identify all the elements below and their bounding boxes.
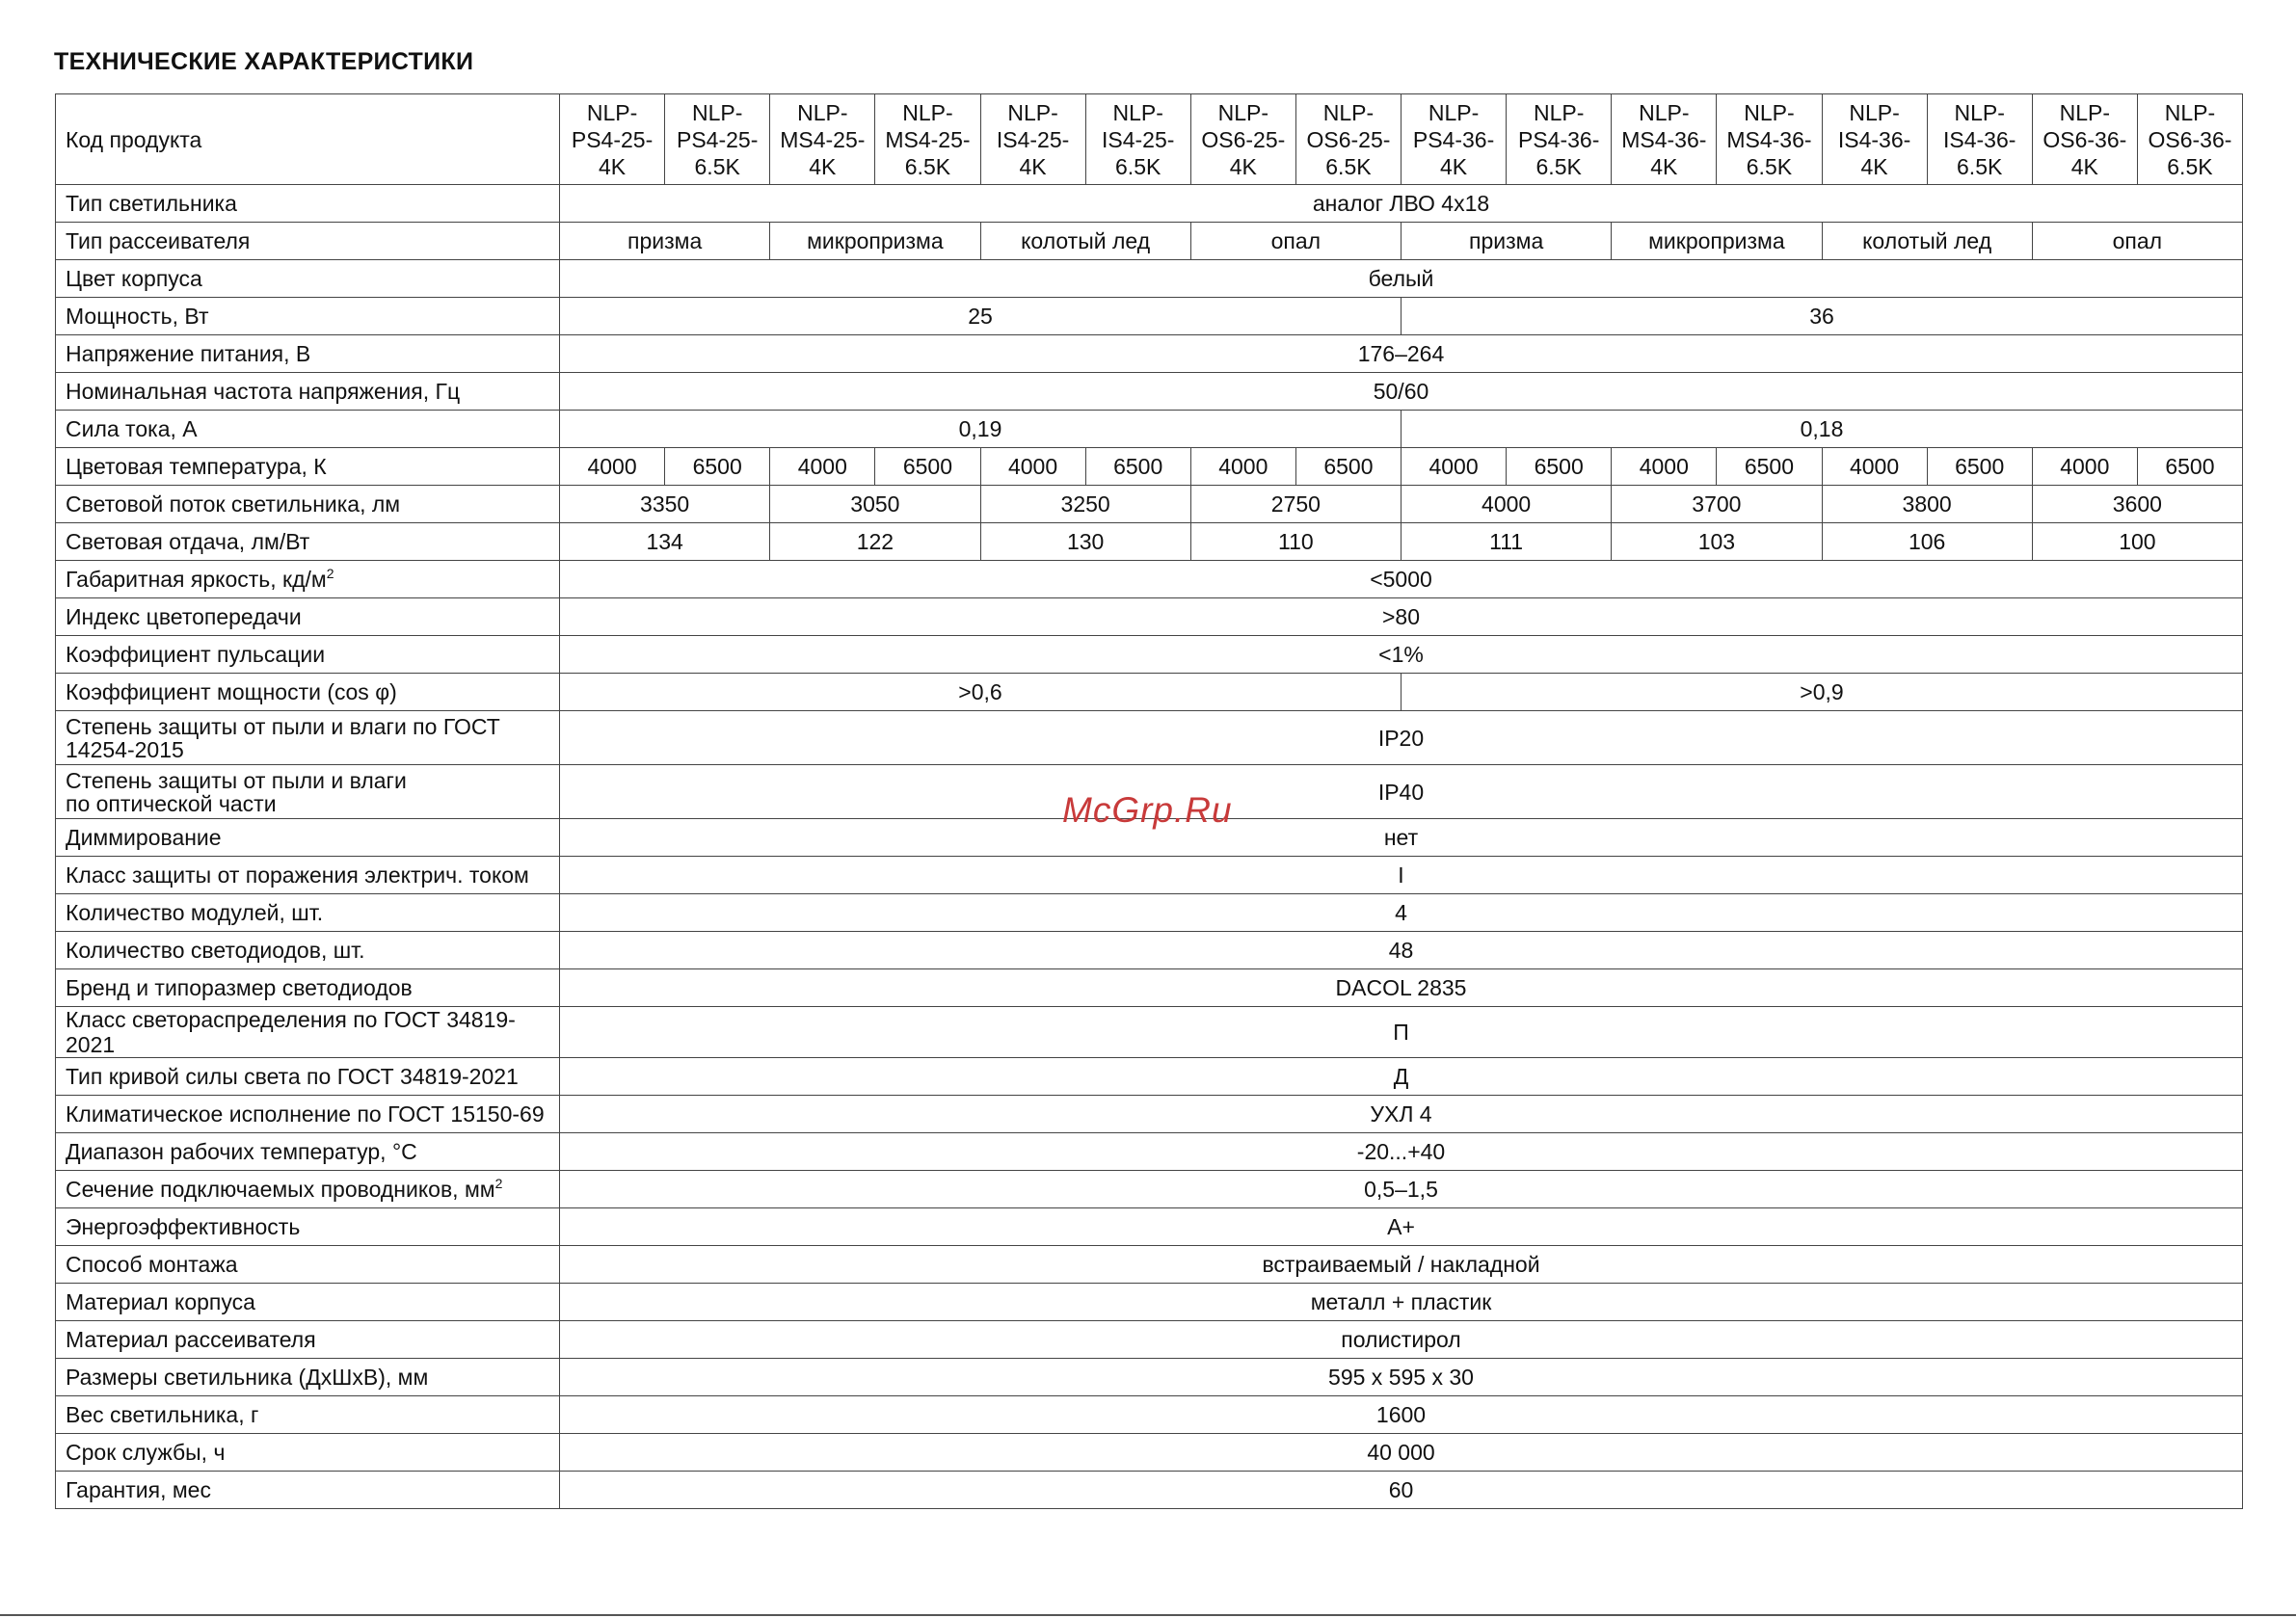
value-cell: 6500: [665, 448, 770, 486]
value-cell: 110: [1190, 523, 1401, 561]
row-label: [56, 561, 560, 598]
value-cell: 0,18: [1402, 411, 2243, 448]
product-code-line: NLP-: [1217, 99, 1269, 125]
table-row: [56, 1208, 2243, 1246]
value-cell: 36: [1402, 298, 2243, 335]
value-cell: >0,9: [1402, 674, 2243, 711]
product-code-line: PS4-36-: [1412, 126, 1495, 152]
product-code-line: 6.5K: [1325, 153, 1372, 179]
row-label: [56, 486, 560, 523]
table-row: [56, 1096, 2243, 1133]
row-label: [56, 373, 560, 411]
product-code-line: 6.5K: [1746, 153, 1793, 179]
value-cell: 0,5–1,5: [560, 1171, 2243, 1208]
product-code-label: Код продукта: [56, 94, 560, 185]
product-code-line: NLP-: [586, 99, 638, 125]
row-label-text: Способ монтажа: [66, 1252, 238, 1277]
value-cell: Д: [560, 1058, 2243, 1096]
row-label-text: Гарантия, мес: [66, 1477, 211, 1502]
value-cell: УХЛ 4: [560, 1096, 2243, 1133]
row-label-text: Габаритная яркость, кд/м: [66, 567, 327, 592]
value-cell: 6500: [2137, 448, 2242, 486]
table-row: [56, 373, 2243, 411]
value-cell: 122: [770, 523, 980, 561]
row-label-text: Материал корпуса: [66, 1289, 255, 1314]
table-row: [56, 857, 2243, 894]
table-row: [56, 1359, 2243, 1396]
table-row: [56, 223, 2243, 260]
value-cell: 106: [1822, 523, 2032, 561]
product-code-line: 6.5K: [694, 153, 740, 179]
value-cell: призма: [1402, 223, 1612, 260]
value-cell: микропризма: [770, 223, 980, 260]
product-code-line: IS4-36-: [1942, 126, 2016, 152]
product-code-line: 6.5K: [2167, 153, 2213, 179]
value-cell: <1%: [560, 636, 2243, 674]
row-label: [56, 819, 560, 857]
value-cell: 111: [1402, 523, 1612, 561]
row-label-text: Световая отдача, лм/Вт: [66, 529, 310, 554]
product-code-line: NLP-: [691, 99, 743, 125]
row-label: [56, 1171, 560, 1208]
product-code-line: NLP-: [1112, 99, 1163, 125]
table-row: [56, 1321, 2243, 1359]
row-label: [56, 1434, 560, 1472]
row-label-text: Класс светораспределения по ГОСТ 34819-2021: [66, 1007, 516, 1057]
row-label: [56, 448, 560, 486]
value-cell: DACOL 2835: [560, 969, 2243, 1007]
product-code-line: IS4-25-: [1101, 126, 1175, 152]
value-cell: 6500: [1927, 448, 2032, 486]
row-label: [56, 932, 560, 969]
value-cell: 6500: [1507, 448, 1612, 486]
row-label: [56, 674, 560, 711]
value-cell: 4000: [2032, 448, 2137, 486]
product-code-line: 4K: [1439, 153, 1468, 179]
table-row: [56, 185, 2243, 223]
value-cell: 3700: [1612, 486, 1822, 523]
product-code-cell: [2032, 94, 2137, 185]
value-cell: 4000: [1190, 448, 1295, 486]
row-label: [56, 1246, 560, 1284]
product-code-line: NLP-: [1954, 99, 2005, 125]
row-label-text-line2: 14254-2015: [66, 736, 184, 762]
row-label-text: Тип светильника: [66, 191, 237, 216]
table-row: [56, 969, 2243, 1007]
product-code-line: 4K: [598, 153, 627, 179]
row-label: [56, 1321, 560, 1359]
table-row: [56, 448, 2243, 486]
row-label-text: Тип рассеивателя: [66, 228, 251, 253]
value-cell: 0,19: [560, 411, 1402, 448]
product-code-cell: [875, 94, 980, 185]
value-cell: 2750: [1190, 486, 1401, 523]
product-code-line: 4K: [1650, 153, 1678, 179]
product-code-line: NLP-: [2059, 99, 2111, 125]
table-row: [56, 335, 2243, 373]
table-row: [56, 636, 2243, 674]
product-code-cell: [2137, 94, 2242, 185]
row-label-text: Напряжение питания, В: [66, 341, 311, 366]
value-cell: 6500: [1295, 448, 1401, 486]
row-label: [56, 857, 560, 894]
product-code-line: MS4-36-: [1621, 126, 1707, 152]
table-row: [56, 1246, 2243, 1284]
product-code-cell: [1402, 94, 1507, 185]
product-code-line: PS4-25-: [677, 126, 759, 152]
value-cell: >80: [560, 598, 2243, 636]
value-cell: 103: [1612, 523, 1822, 561]
row-label: [56, 298, 560, 335]
row-label-text: Мощность, Вт: [66, 304, 209, 329]
value-cell: 6500: [875, 448, 980, 486]
value-cell: П: [560, 1007, 2243, 1058]
product-code-line: IS4-25-: [996, 126, 1070, 152]
product-code-cell: [1085, 94, 1190, 185]
row-label: [56, 411, 560, 448]
row-label-text: Материал рассеивателя: [66, 1327, 316, 1352]
value-cell: IP40: [560, 765, 2243, 819]
value-cell: нет: [560, 819, 2243, 857]
table-row: [56, 711, 2243, 765]
row-label: [56, 598, 560, 636]
product-code-cell: [1612, 94, 1717, 185]
value-cell: 1600: [560, 1396, 2243, 1434]
table-row: [56, 1133, 2243, 1171]
row-label-text: Коэффициент мощности (cos φ): [66, 679, 397, 704]
product-code-line: MS4-36-: [1726, 126, 1812, 152]
value-cell: 176–264: [560, 335, 2243, 373]
value-cell: 130: [980, 523, 1190, 561]
product-code-line: PS4-25-: [571, 126, 654, 152]
row-label-text: Степень защиты от пыли и влаги: [66, 767, 407, 793]
product-code-line: MS4-25-: [885, 126, 971, 152]
product-code-cell: [980, 94, 1085, 185]
product-code-line: MS4-25-: [780, 126, 866, 152]
product-code-line: NLP-: [1007, 99, 1058, 125]
value-cell: аналог ЛВО 4х18: [560, 185, 2243, 223]
product-code-cell: [1717, 94, 1822, 185]
value-cell: 134: [560, 523, 770, 561]
product-code-line: 6.5K: [1535, 153, 1582, 179]
value-cell: 4000: [1402, 486, 1612, 523]
product-code-cell: [1295, 94, 1401, 185]
value-cell: 3250: [980, 486, 1190, 523]
value-cell: >0,6: [560, 674, 1402, 711]
table-row: [56, 523, 2243, 561]
value-cell: опал: [1190, 223, 1401, 260]
table-row: [56, 894, 2243, 932]
table-row: [56, 298, 2243, 335]
row-label: [56, 1359, 560, 1396]
value-cell: 3350: [560, 486, 770, 523]
product-code-line: PS4-36-: [1518, 126, 1600, 152]
row-label: [56, 1396, 560, 1434]
product-code-line: OS6-25-: [1306, 126, 1391, 152]
row-label-text: Диапазон рабочих температур, °С: [66, 1139, 417, 1164]
table-row: [56, 411, 2243, 448]
value-cell: IP20: [560, 711, 2243, 765]
value-cell: 48: [560, 932, 2243, 969]
row-label: [56, 335, 560, 373]
table-row: [56, 1284, 2243, 1321]
product-code-line: 4K: [1019, 153, 1047, 179]
row-label-text: Цветовая температура, К: [66, 454, 327, 479]
row-label: [56, 1096, 560, 1133]
bottom-rule: [0, 1614, 2296, 1616]
value-cell: 60: [560, 1472, 2243, 1509]
row-label-text: Индекс цветопередачи: [66, 604, 302, 629]
row-label-text-line2: по оптической части: [66, 790, 277, 816]
product-code-line: NLP-: [1428, 99, 1480, 125]
table-row: [56, 932, 2243, 969]
row-label: [56, 1472, 560, 1509]
row-label-text: Номинальная частота напряжения, Гц: [66, 379, 461, 404]
value-cell: призма: [560, 223, 770, 260]
row-label-text: Климатическое исполнение по ГОСТ 15150-69: [66, 1101, 545, 1127]
row-label: [56, 260, 560, 298]
value-cell: 3800: [1822, 486, 2032, 523]
row-label-text: Срок службы, ч: [66, 1440, 226, 1465]
page-title: ТЕХНИЧЕСКИЕ ХАРАКТЕРИСТИКИ: [54, 48, 474, 75]
product-code-line: NLP-: [902, 99, 953, 125]
row-label-text: Размеры светильника (ДхШхВ), мм: [66, 1365, 429, 1390]
value-cell: А+: [560, 1208, 2243, 1246]
row-label-text: Сечение подключаемых проводников, мм: [66, 1177, 495, 1202]
header-row: [56, 94, 2243, 185]
value-cell: -20...+40: [560, 1133, 2243, 1171]
row-label-text: Бренд и типоразмер светодиодов: [66, 975, 413, 1000]
product-code-line: OS6-36-: [2042, 126, 2127, 152]
superscript: 2: [326, 566, 334, 581]
row-label-text: Световой поток светильника, лм: [66, 491, 401, 517]
value-cell: 40 000: [560, 1434, 2243, 1472]
product-code-line: NLP-: [1744, 99, 1795, 125]
product-code-line: 4K: [809, 153, 837, 179]
superscript: 2: [494, 1176, 503, 1191]
value-cell: колотый лед: [1822, 223, 2032, 260]
row-label-text: Количество модулей, шт.: [66, 900, 324, 925]
product-code-line: NLP-: [1639, 99, 1690, 125]
product-code-line: 6.5K: [1115, 153, 1161, 179]
value-cell: 4000: [980, 448, 1085, 486]
row-label-text: Цвет корпуса: [66, 266, 202, 291]
row-label: [56, 969, 560, 1007]
value-cell: металл + пластик: [560, 1284, 2243, 1321]
product-code-line: IS4-36-: [1837, 126, 1911, 152]
value-cell: 4: [560, 894, 2243, 932]
product-code-line: 4K: [2070, 153, 2098, 179]
product-code-cell: [665, 94, 770, 185]
value-cell: микропризма: [1612, 223, 1822, 260]
row-label: [56, 894, 560, 932]
value-cell: I: [560, 857, 2243, 894]
value-cell: <5000: [560, 561, 2243, 598]
row-label: [56, 1058, 560, 1096]
value-cell: 25: [560, 298, 1402, 335]
product-code-line: 4K: [1229, 153, 1257, 179]
value-cell: белый: [560, 260, 2243, 298]
table-row: [56, 598, 2243, 636]
value-cell: 50/60: [560, 373, 2243, 411]
product-code-cell: [560, 94, 665, 185]
product-code-cell: [1507, 94, 1612, 185]
table-row: [56, 1007, 2243, 1058]
product-code-line: 6.5K: [904, 153, 951, 179]
product-code-cell: [1822, 94, 1927, 185]
row-label: [56, 711, 560, 765]
table-row: [56, 1058, 2243, 1096]
value-cell: опал: [2032, 223, 2242, 260]
table-row: [56, 1171, 2243, 1208]
table-row: [56, 260, 2243, 298]
row-label: [56, 1208, 560, 1246]
table-row: [56, 486, 2243, 523]
value-cell: колотый лед: [980, 223, 1190, 260]
product-code-line: NLP-: [2164, 99, 2216, 125]
value-cell: 6500: [1085, 448, 1190, 486]
value-cell: 100: [2032, 523, 2242, 561]
table-row: [56, 561, 2243, 598]
row-label-text: Класс защиты от поражения электрич. током: [66, 862, 529, 888]
product-code-line: NLP-: [797, 99, 848, 125]
value-cell: 3600: [2032, 486, 2242, 523]
watermark: McGrp.Ru: [1062, 790, 1233, 830]
value-cell: 4000: [770, 448, 875, 486]
value-cell: 3050: [770, 486, 980, 523]
product-code-cell: [770, 94, 875, 185]
value-cell: встраиваемый / накладной: [560, 1246, 2243, 1284]
row-label: [56, 1007, 560, 1058]
value-cell: полистирол: [560, 1321, 2243, 1359]
row-label: [56, 765, 560, 819]
value-cell: 6500: [1717, 448, 1822, 486]
row-label-text: Степень защиты от пыли и влаги по ГОСТ: [66, 713, 500, 739]
table-row: [56, 674, 2243, 711]
product-code-line: OS6-36-: [2148, 126, 2232, 152]
row-label-text: Коэффициент пульсации: [66, 642, 326, 667]
row-label: [56, 185, 560, 223]
row-label-text: Сила тока, А: [66, 416, 198, 441]
row-label: [56, 523, 560, 561]
row-label: [56, 223, 560, 260]
row-label-text: Энергоэффективность: [66, 1214, 301, 1239]
row-label-text: Диммирование: [66, 825, 222, 850]
value-cell: 4000: [1822, 448, 1927, 486]
product-code-cell: [1190, 94, 1295, 185]
row-label-text: Вес светильника, г: [66, 1402, 259, 1427]
product-code-line: NLP-: [1322, 99, 1375, 125]
value-cell: 595 х 595 х 30: [560, 1359, 2243, 1396]
row-label-text: Тип кривой силы света по ГОСТ 34819-2021: [66, 1064, 519, 1089]
table-row: [56, 1434, 2243, 1472]
product-code-line: NLP-: [1849, 99, 1900, 125]
row-label-text: Количество светодиодов, шт.: [66, 938, 365, 963]
product-code-line: 6.5K: [1957, 153, 2003, 179]
row-label: [56, 636, 560, 674]
table-row: [56, 1396, 2243, 1434]
row-label: [56, 1133, 560, 1171]
product-code-cell: [1927, 94, 2032, 185]
product-code-line: OS6-25-: [1201, 126, 1286, 152]
value-cell: 4000: [1402, 448, 1507, 486]
value-cell: 4000: [560, 448, 665, 486]
product-code-line: 4K: [1860, 153, 1888, 179]
table-row: [56, 1472, 2243, 1509]
row-label: [56, 1284, 560, 1321]
product-code-line: NLP-: [1533, 99, 1585, 125]
value-cell: 4000: [1612, 448, 1717, 486]
